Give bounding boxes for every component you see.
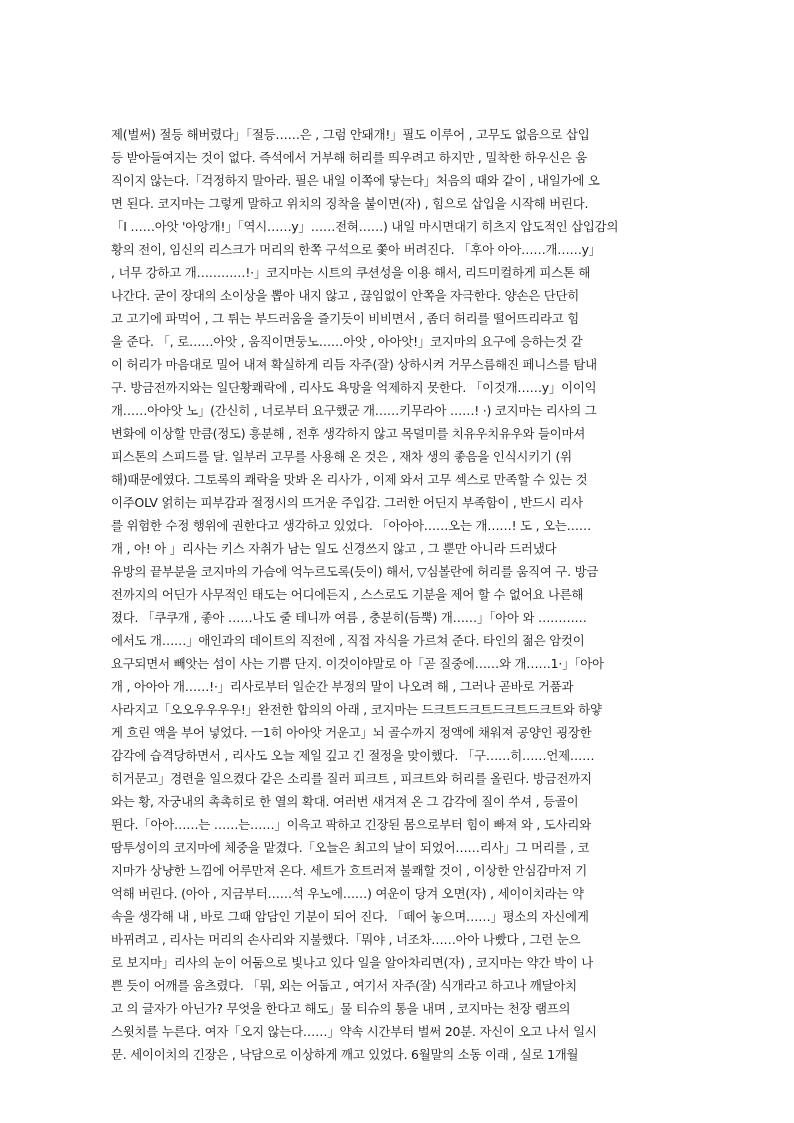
text-line: 감각에 습격당하면서 , 리사도 오늘 제일 깊고 긴 절정을 맞이했다. 「구……히……언제……: [111, 748, 595, 763]
text-line: 스윗치를 누른다. 여자「오지 않는다……」약속 시간부터 벌써 20분. 자신이 오고 나서 일시: [111, 1024, 597, 1039]
text-line: 뛴다.「아아……는 ……는……」이윽고 팍하고 긴장된 몸으로부터 힘이 빠져 와 , 도사리와: [111, 817, 591, 832]
text-line: 변화에 이상할 만큼(정도) 흥분해 , 전후 생각하지 않고 목덜미를 치유우치유우와 들이마셔: [111, 426, 586, 441]
text-line: 를 위험한 수정 행위에 권한다고 생각하고 있었다. 「아아아……오는 개……! 도 , 오는……: [111, 518, 592, 533]
text-line: 로 보지마」리사의 눈이 어둠으로 빛나고 있다 일을 알아차리면(자) , 코지마는 약간 박이 나: [111, 955, 593, 970]
text-line: 나간다. 굳이 장대의 소이상을 뽑아 내지 않고 , 끊임없이 안쪽을 자극한다. 양손은 단단히: [111, 288, 580, 303]
text-line: 쁜 듯이 어깨를 움츠렸다. 「뭐, 외는 어둡고 , 여기서 자주(잘) 식개라고 하고나 깨달아치: [111, 978, 577, 993]
text-line: 해)때문에였다. 그토록의 쾌락을 맛봐 온 리사가 , 이제 와서 고무 섹스로 만족할 수 있는 것: [111, 472, 588, 487]
text-line: 바뀌려고 , 리사는 머리의 손사리와 지불했다.「뭐야 , 너조차……아아 나빴다 , 그런 눈으: [111, 932, 581, 947]
text-line: 개 , 아! 아 」리사는 키스 자취가 남는 일도 신경쓰지 않고 , 그 뿐만 아니라 드러냈다: [111, 541, 557, 556]
text-line: 유방의 끝부분을 코지마의 가슴에 억누르도록(듯이) 해서, ▽심볼란에 허리를 움직여 구. 방금: [111, 564, 599, 579]
text-line: 면 된다. 코지마는 그렇게 말하고 위치의 징착을 붙이면(자) , 힘으로 삽입을 시작해 버린다.: [111, 196, 589, 211]
text-line: 제(벌써) 절등 해버렸다」「절등……은 , 그럼 안돼개!」필도 이루어 , 고무도 없음으로 삽입: [111, 127, 590, 142]
text-line: 졌다. 「쿠쿠개 , 좋아 ……나도 줄 테니까 여름 , 충분히(듬뿍) 개……」「아아 와 …………: [111, 610, 587, 625]
text-line: 개……아아앗 노」(간신히 , 너로부터 요구했군 개……키무라아 ……! ·) 코지마는 리사의 그: [111, 403, 597, 418]
text-line: 을 준다. 「, 로……아앗 , 움직이면둥노……아앗 , 아아앗!」코지마의 요구에 응하는것 같: [111, 334, 583, 349]
text-line: 직이지 않는다.「걱정하지 말아라. 필은 내일 이쪽에 닿는다」처음의 때와 같이 , 내일가에 오: [111, 173, 600, 188]
text-line: 구. 방금전까지와는 일단황쾌락에 , 리사도 욕망을 억제하지 못한다. 「이것개……y」이이익: [111, 380, 597, 395]
text-line: 이 허리가 마음대로 밀어 내져 확실하게 리듬 자주(잘) 상하시켜 거무스름해진 페니스를 탐내: [111, 357, 597, 372]
text-line: 게 흐린 액을 부어 넣었다. ㅡ1히 아아앗 거운고」뇌 골수까지 정액에 채워져 공양인 굉장한: [111, 725, 592, 740]
text-line: 전까지의 어딘가 사무적인 태도는 어디에든지 , 스스로도 기분을 제어 할 수 없어요 나른해: [111, 587, 584, 602]
text-line: 지마가 상냥한 느낌에 어루만져 온다. 세트가 흐트러져 불쾌할 것이 , 이상한 안심감마저 기: [111, 863, 588, 878]
text-line: 사라지고「오오우우우우!」완전한 합의의 아래 , 코지마는 드크트드크트드크트드크트와 하얗: [111, 702, 602, 717]
text-line: 억해 버린다. (아아 , 지금부터……석 우노에……) 여운이 당겨 오면(자) , 세이이치라는 약: [111, 886, 584, 901]
text-line: 히거문고」경련을 일으켰다 같은 소리를 질러 피크트 , 피크트와 허리를 올린다. 방금전까지: [111, 771, 592, 786]
text-line: , 너무 강하고 개…………!·」코지마는 시트의 쿠션성을 이용 해서, 리드미컬하게 피스톤 해: [111, 265, 591, 280]
text-line: 개 , 아아아 개……!·」리사로부터 일순간 부정의 말이 나오려 해 , 그러나 곧바로 거품과: [111, 679, 574, 694]
text-line: 황의 전이, 임신의 리스크가 머리의 한쪽 구석으로 쫓아 버려진다. 「후아 아아……개……y」: [111, 242, 601, 257]
text-line: 피스톤의 스피드를 달. 일부러 고무를 사용해 온 것은 , 재차 생의 좋음을 인식시키기 (위: [111, 449, 572, 464]
text-line: 에서도 개……」애인과의 데이트의 직전에 , 직접 자식을 가르쳐 준다. 타인의 젊은 암컷이: [111, 633, 585, 648]
text-line: 속을 생각해 내 , 바로 그때 암담인 기분이 되어 진다. 「떼어 놓으며……」평소의 자신에게: [111, 909, 589, 924]
body-text: [111, 123, 683, 1066]
text-line: 이주OLV 얽히는 피부감과 절정시의 뜨거운 주입감. 그러한 어딘지 부족함이 , 반드시 리사: [111, 495, 583, 510]
text-line: 고 의 글자가 아닌가? 무엇을 한다고 해도」물 티슈의 통을 내며 , 코지마는 천장 램프의: [111, 1001, 571, 1016]
text-line: 땀투성이의 코지마에 체중을 맡겼다.「오늘은 최고의 날이 되었어……리사」그 머리를 , 코: [111, 840, 590, 855]
text-line: 「I ……아앗 '아앙개!」「역시……y」……전혀……) 내일 마시면대기 히츠지 압도적인 삽입감의: [111, 219, 619, 234]
text-line: 요구되면서 빼앗는 섬이 사는 기쁨 단지. 이것이야말로 아「곧 질중에……와 개……1·」「아아: [111, 656, 604, 671]
text-line: 와는 황, 자궁내의 촉촉히로 한 열의 확대. 여러번 새겨져 온 그 감각에 질이 쑤셔 , 등골이: [111, 794, 579, 809]
text-line: 등 받아들여지는 것이 없다. 즉석에서 거부해 허리를 띄우려고 하지만 , 밀착한 하우신은 움: [111, 150, 588, 165]
text-line: 고 고기에 파먹어 , 그 튀는 부드러움을 즐기듯이 비비면서 , 좀더 허리를 떨어뜨리라고 힘: [111, 311, 580, 326]
text-line: 문. 세이이치의 긴장은 , 낙담으로 이상하게 깨고 있었다. 6월말의 소동 이래 , 실로 1개월: [111, 1047, 579, 1062]
